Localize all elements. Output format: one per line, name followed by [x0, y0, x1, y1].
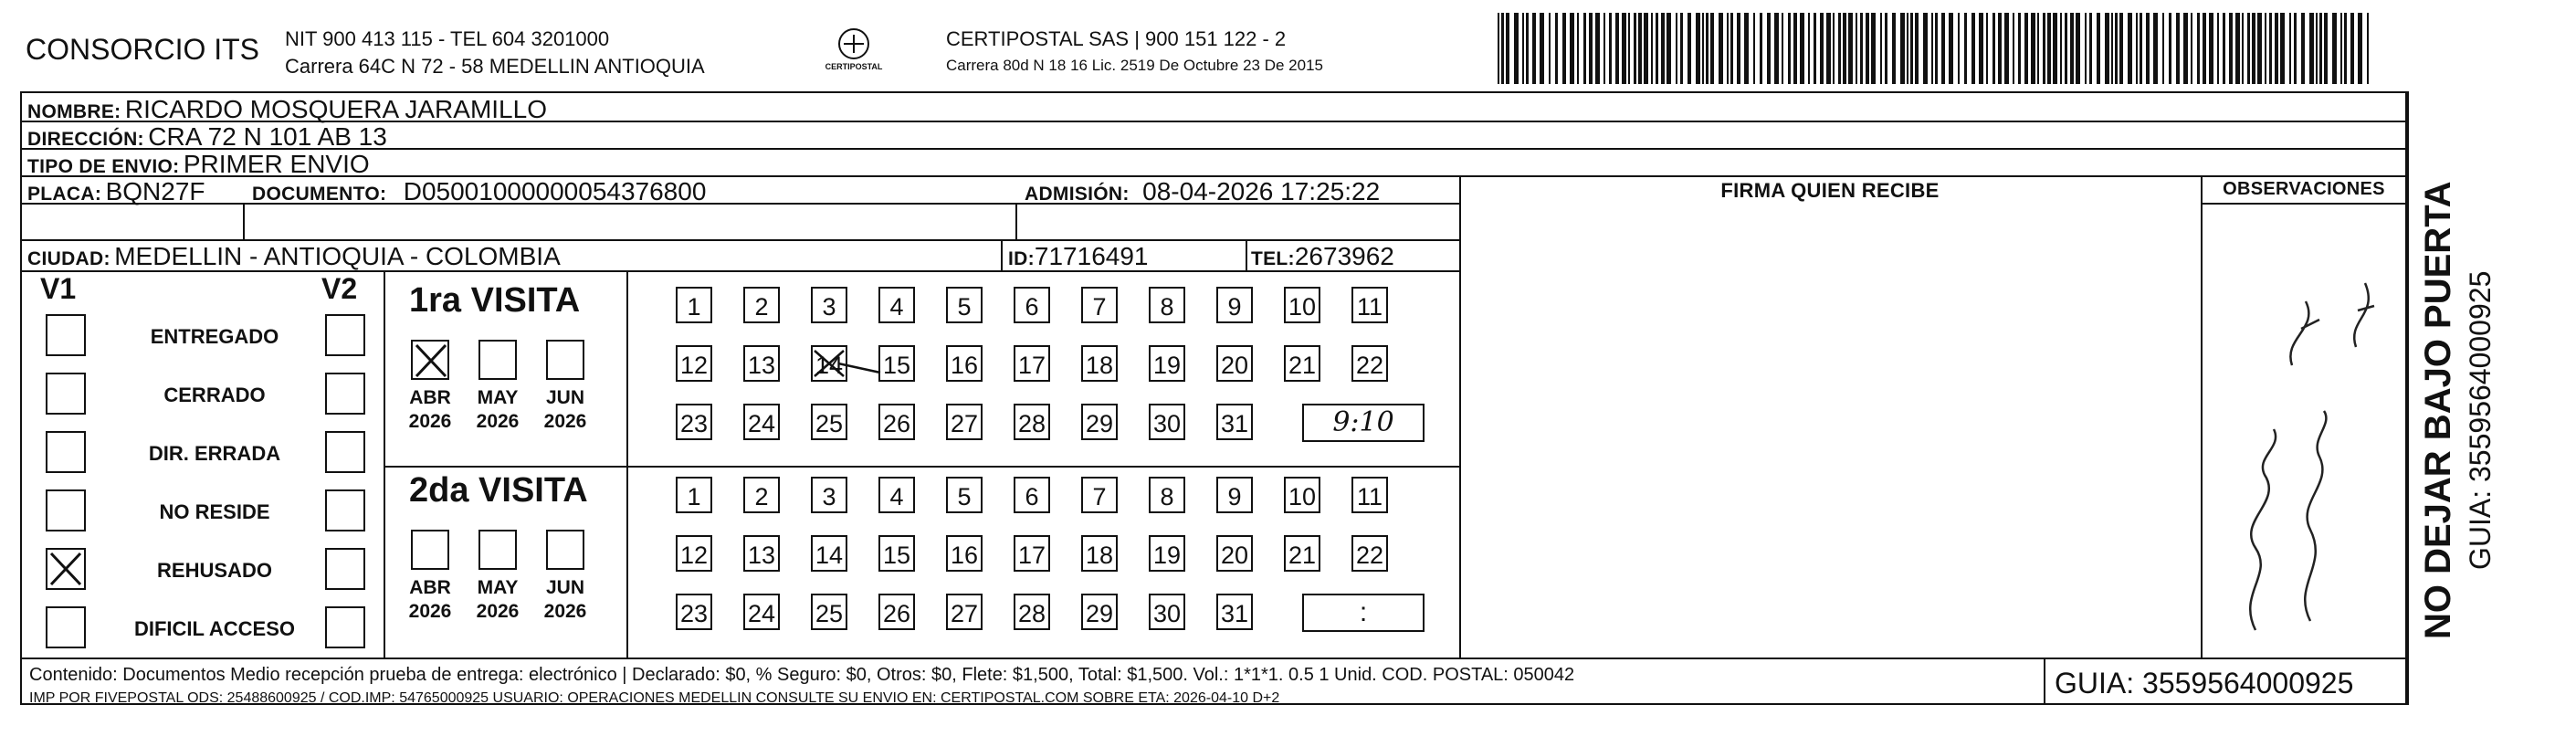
barcode-bar — [1753, 13, 1755, 84]
barcode-bar — [2223, 13, 2225, 84]
barcode-bar — [2209, 13, 2213, 84]
barcode-bar — [1860, 13, 1863, 84]
visit2-day-box[interactable]: 8 — [1149, 477, 1185, 513]
visit1-day-box[interactable]: 14 — [811, 345, 847, 382]
shipment-type: PRIMER ENVIO — [183, 150, 370, 178]
barcode-bar — [2162, 13, 2164, 84]
document-label: DOCUMENTO: — [252, 184, 387, 205]
visit2-day-box[interactable]: 29 — [1081, 594, 1118, 630]
barcode-bar — [2203, 13, 2206, 84]
visit1-day-box[interactable]: 12 — [676, 345, 712, 382]
barcode-bar — [1549, 13, 1551, 84]
visit1-month-checkbox[interactable] — [478, 340, 517, 380]
visit2-month-checkbox[interactable] — [546, 530, 584, 570]
barcode-bar — [2191, 13, 2192, 84]
admission-value: 08-04-2026 17:25:22 — [1142, 177, 1381, 205]
city-label: CIUDAD: — [27, 248, 110, 269]
barcode-bar — [1562, 13, 1566, 84]
barcode-bar — [2229, 13, 2233, 84]
company-address: Carrera 64C N 72 - 58 MEDELLIN ANTIOQUIA — [285, 55, 705, 78]
barcode-bar — [2275, 13, 2278, 84]
visit1-day-box[interactable]: 9 — [1216, 287, 1253, 323]
barcode-bar — [1788, 13, 1791, 84]
visit1-month-checkbox[interactable] — [411, 340, 449, 380]
city-value: MEDELLIN - ANTIOQUIA - COLOMBIA — [114, 242, 561, 270]
barcode-bar — [1814, 13, 1816, 84]
visit1-day-box[interactable]: 11 — [1351, 287, 1388, 323]
firma-label: FIRMA QUIEN RECIBE — [1720, 179, 1940, 202]
status-v2-checkbox[interactable] — [325, 314, 365, 356]
barcode-bar — [2235, 13, 2240, 84]
visit1-day-box[interactable]: 15 — [878, 345, 915, 382]
visit2-day-box[interactable]: 17 — [1014, 535, 1050, 572]
status-v1-checkbox[interactable] — [46, 548, 86, 590]
document-row — [252, 177, 706, 206]
barcode-bar — [1706, 13, 1709, 84]
barcode-bar — [2252, 13, 2255, 84]
barcode-bar — [1651, 13, 1653, 84]
barcode-bar — [2140, 13, 2142, 84]
barcode-bar — [2065, 13, 2067, 84]
barcode-bar — [1589, 13, 1593, 84]
barcode-bar — [2242, 13, 2244, 84]
barcode-bar — [1702, 13, 1704, 84]
barcode-bar — [1800, 13, 1804, 84]
side-guia-text: GUIA: 3559564000925 — [2464, 270, 2497, 570]
barcode-bar — [2037, 13, 2039, 84]
status-v2-checkbox[interactable] — [325, 489, 365, 531]
barcode-bar — [2031, 13, 2035, 84]
visit1-day-box[interactable]: 19 — [1149, 345, 1185, 382]
visit2-day-box[interactable]: 5 — [946, 477, 983, 513]
admission-row — [1025, 177, 1380, 206]
barcode-bar — [1979, 13, 1983, 84]
visit1-day-box[interactable]: 18 — [1081, 345, 1118, 382]
visit2-day-box[interactable]: 3 — [811, 477, 847, 513]
barcode-bar — [1609, 13, 1612, 84]
visit2-day-box[interactable]: 13 — [743, 535, 780, 572]
barcode-bar — [2097, 13, 2100, 84]
visit2-day-box[interactable]: 9 — [1216, 477, 1253, 513]
recipient-name: RICARDO MOSQUERA JARAMILLO — [124, 95, 547, 123]
barcode-bar — [1793, 13, 1797, 84]
barcode-bar — [1688, 13, 1691, 84]
barcode-bar — [1971, 13, 1975, 84]
visit2-time-box[interactable]: : — [1302, 594, 1425, 632]
visit1-day-box[interactable]: 25 — [811, 404, 847, 440]
barcode-bar — [2367, 13, 2369, 84]
admission-label: ADMISIÓN: — [1025, 184, 1130, 205]
type-row — [27, 150, 370, 179]
document-value: D05001000000054376800 — [403, 177, 707, 205]
tel-label: TEL: — [1251, 248, 1295, 269]
plate-value: BQN27F — [105, 177, 205, 205]
visit1-day-box[interactable]: 10 — [1284, 287, 1320, 323]
status-label: ENTREGADO — [150, 325, 279, 348]
visit2-day-box[interactable]: 28 — [1014, 594, 1050, 630]
barcode-bar — [2024, 13, 2028, 84]
barcode-bar — [1931, 13, 1933, 84]
barcode-bar — [1838, 13, 1841, 84]
visit1-day-box[interactable]: 7 — [1081, 287, 1118, 323]
status-label: CERRADO — [163, 384, 266, 406]
visit1-day-box[interactable]: 5 — [946, 287, 983, 323]
barcode-bar — [1719, 13, 1723, 84]
barcode-bar — [1808, 13, 1810, 84]
name-row — [27, 95, 547, 124]
visit1-day-box[interactable]: 3 — [811, 287, 847, 323]
visit2-day-box[interactable]: 15 — [878, 535, 915, 572]
barcode-bar — [1892, 13, 1896, 84]
barcode-bar — [1696, 13, 1700, 84]
barcode-bar — [2018, 13, 2021, 84]
x-mark-icon — [413, 342, 449, 380]
visit1-day-box[interactable]: 24 — [743, 404, 780, 440]
visit2-day-box[interactable]: 16 — [946, 535, 983, 572]
visit2-day-box[interactable]: 23 — [676, 594, 712, 630]
status-v1-checkbox[interactable] — [46, 489, 86, 531]
status-v1-checkbox[interactable] — [46, 373, 86, 415]
barcode-bar — [2257, 13, 2262, 84]
barcode-bar — [1710, 13, 1714, 84]
visit2-day-box[interactable]: 25 — [811, 594, 847, 630]
barcode-bar — [1727, 13, 1729, 84]
signature-scribble-icon — [2219, 228, 2383, 648]
barcode-icon — [1498, 13, 2374, 84]
barcode-bar — [1615, 13, 1619, 84]
visit1-month-year: 2026 — [543, 411, 587, 432]
barcode-bar — [2089, 13, 2092, 84]
barcode-bar — [2324, 13, 2328, 84]
barcode-bar — [1992, 13, 1995, 84]
barcode-bar — [2013, 13, 2014, 84]
barcode-bar — [1900, 13, 1905, 84]
address-label: DIRECCIÓN: — [27, 129, 144, 150]
barcode-bar — [2076, 13, 2080, 84]
visit2-day-box[interactable]: 12 — [676, 535, 712, 572]
handwritten-signature — [2219, 228, 2383, 648]
visit1-title: 1ra VISITA — [409, 281, 581, 320]
carrier-name: CERTIPOSTAL SAS | 900 151 122 - 2 — [946, 27, 1287, 50]
id-value: 71716491 — [1034, 242, 1149, 270]
barcode-bar — [1949, 13, 1953, 84]
barcode-bar — [2085, 13, 2087, 84]
barcode-bar — [1767, 13, 1771, 84]
status-v1-checkbox[interactable] — [46, 314, 86, 356]
status-v2-checkbox[interactable] — [325, 548, 365, 590]
barcode-bar — [1848, 13, 1853, 84]
barcode-bar — [1820, 13, 1824, 84]
city-row — [27, 242, 561, 271]
visit1-day-box[interactable]: 8 — [1149, 287, 1185, 323]
visit2-month-checkbox[interactable] — [478, 530, 517, 570]
visit1-month-label: JUN — [545, 387, 584, 408]
visit2-day-box[interactable]: 11 — [1351, 477, 1388, 513]
barcode-bar — [1555, 13, 1558, 84]
barcode-bar — [1661, 13, 1665, 84]
visit2-month-checkbox[interactable] — [411, 530, 449, 570]
barcode-bar — [1964, 13, 1967, 84]
visit2-day-box[interactable]: 21 — [1284, 535, 1320, 572]
barcode-bar — [1923, 13, 1928, 84]
barcode-bar — [1506, 13, 1509, 84]
barcode-bar — [2280, 13, 2285, 84]
barcode-bar — [1774, 13, 1779, 84]
barcode-bar — [2115, 13, 2118, 84]
barcode-bar — [2047, 13, 2051, 84]
type-label: TIPO DE ENVIO: — [27, 156, 180, 177]
barcode-bar — [2153, 13, 2158, 84]
visit2-day-box[interactable]: 2 — [743, 477, 780, 513]
status-v1-checkbox[interactable] — [46, 606, 86, 648]
visit2-day-box[interactable]: 26 — [878, 594, 915, 630]
barcode-bar — [2350, 13, 2354, 84]
v2-label: V2 — [321, 272, 358, 305]
visit1-day-box[interactable]: 13 — [743, 345, 780, 382]
visit2-day-box[interactable]: 6 — [1014, 477, 1050, 513]
visit1-day-box[interactable]: 4 — [878, 287, 915, 323]
visit1-month-label: MAY — [477, 387, 519, 408]
barcode-bar — [1935, 13, 1938, 84]
visit1-day-box[interactable]: 17 — [1014, 345, 1050, 382]
barcode-bar — [2176, 13, 2180, 84]
barcode-bar — [1676, 13, 1677, 84]
barcode-bar — [1866, 13, 1869, 84]
barcode-bar — [2105, 13, 2109, 84]
barcode-bar — [1986, 13, 1988, 84]
visit1-month-label: ABR — [409, 387, 451, 408]
barcode-bar — [1782, 13, 1783, 84]
tel-value: 2673962 — [1294, 242, 1394, 270]
barcode-bar — [1638, 13, 1642, 84]
observaciones-label: OBSERVACIONES — [2223, 179, 2385, 199]
barcode-bar — [2070, 13, 2074, 84]
barcode-bar — [2136, 13, 2138, 84]
visit1-day-box[interactable]: 28 — [1014, 404, 1050, 440]
barcode-bar — [1941, 13, 1945, 84]
visit1-day-box[interactable]: 27 — [946, 404, 983, 440]
barcode-bar — [1583, 13, 1586, 84]
barcode-bar — [1644, 13, 1648, 84]
visit1-day-box[interactable]: 6 — [1014, 287, 1050, 323]
barcode — [1498, 13, 2374, 84]
barcode-bar — [2217, 13, 2219, 84]
barcode-bar — [2358, 13, 2362, 84]
visit2-day-box[interactable]: 22 — [1351, 535, 1388, 572]
barcode-bar — [2183, 13, 2188, 84]
barcode-bar — [1871, 13, 1876, 84]
status-label: DIFICIL ACCESO — [133, 617, 295, 640]
barcode-bar — [2332, 13, 2337, 84]
visit1-day-box[interactable]: 29 — [1081, 404, 1118, 440]
barcode-bar — [1622, 13, 1626, 84]
barcode-bar — [1628, 13, 1630, 84]
barcode-bar — [1526, 13, 1529, 84]
visit2-day-box[interactable]: 10 — [1284, 477, 1320, 513]
name-label: NOMBRE: — [27, 101, 121, 122]
barcode-bar — [2128, 13, 2132, 84]
barcode-bar — [2247, 13, 2250, 84]
id-row — [1008, 242, 1148, 271]
company-name: CONSORCIO ITS — [26, 33, 260, 66]
status-v2-checkbox[interactable] — [325, 373, 365, 415]
visit2-month-year: 2026 — [543, 601, 587, 622]
barcode-bar — [1498, 13, 1499, 84]
visit1-time-box[interactable]: 9:10 — [1302, 404, 1425, 442]
visit1-day-box[interactable]: 20 — [1216, 345, 1253, 382]
visit2-month-year: 2026 — [476, 601, 520, 622]
barcode-bar — [2060, 13, 2062, 84]
company-nit: NIT 900 413 115 - TEL 604 3201000 — [285, 27, 610, 50]
barcode-bar — [1915, 13, 1919, 84]
barcode-bar — [2289, 13, 2291, 84]
barcode-bar — [2265, 13, 2266, 84]
barcode-bar — [1656, 13, 1658, 84]
visit2-month-label: ABR — [409, 577, 451, 598]
visit1-day-box[interactable]: 21 — [1284, 345, 1320, 382]
x-mark-icon — [47, 550, 84, 588]
address-row — [27, 122, 387, 152]
visit1-day-box[interactable]: 26 — [878, 404, 915, 440]
recipient-address: CRA 72 N 101 AB 13 — [148, 122, 387, 151]
tel-row — [1251, 242, 1394, 271]
logo-text: CERTIPOSTAL — [825, 62, 883, 71]
barcode-bar — [2146, 13, 2150, 84]
no-dejar-bajo-puerta: NO DEJAR BAJO PUERTA — [2418, 181, 2458, 639]
visit1-day-box[interactable]: 22 — [1351, 345, 1388, 382]
barcode-bar — [2294, 13, 2297, 84]
visit2-month-label: MAY — [477, 577, 519, 598]
visit2-day-box[interactable]: 31 — [1216, 594, 1253, 630]
barcode-bar — [1910, 13, 1913, 84]
barcode-bar — [1514, 13, 1519, 84]
barcode-bar — [1760, 13, 1762, 84]
visit2-day-box[interactable]: 20 — [1216, 535, 1253, 572]
imp-line: IMP POR FIVEPOSTAL ODS: 25488600925 / COD.IMP: 54765000925 USUARIO: OPERACIONES MEDELLIN CONSULTE SU ENVIO EN: CERTIPOSTAL.COM SOBRE ETA: 2026-04-10 D+2 — [29, 690, 1280, 706]
barcode-bar — [1570, 13, 1574, 84]
barcode-bar — [2344, 13, 2347, 84]
barcode-bar — [2319, 13, 2322, 84]
visit2-day-box[interactable]: 7 — [1081, 477, 1118, 513]
visit1-month-year: 2026 — [408, 411, 452, 432]
id-label: ID: — [1008, 248, 1035, 269]
barcode-bar — [1833, 13, 1835, 84]
visit2-day-box[interactable]: 18 — [1081, 535, 1118, 572]
barcode-bar — [1843, 13, 1846, 84]
status-v2-checkbox[interactable] — [325, 431, 365, 473]
barcode-bar — [2309, 13, 2314, 84]
side-guia — [2464, 95, 2500, 570]
barcode-bar — [1998, 13, 2002, 84]
barcode-bar — [1730, 13, 1733, 84]
visit1-day-box[interactable]: 31 — [1216, 404, 1253, 440]
content-line: Contenido: Documentos Medio recepción prueba de entrega: electrónico | Declarado: $0, % Seguro: $0, Otros: $0, Flete: $1,500, Total: $1,500. Vol.: 1*1*1. 0.5 1 Unid. COD. POSTAL: 050042 — [29, 665, 1575, 685]
barcode-bar — [2269, 13, 2272, 84]
barcode-bar — [1680, 13, 1683, 84]
barcode-bar — [1501, 13, 1504, 84]
v1-label: V1 — [40, 272, 77, 305]
visit2-day-box[interactable]: 19 — [1149, 535, 1185, 572]
visit2-day-box[interactable]: 1 — [676, 477, 712, 513]
status-label: NO RESIDE — [159, 500, 270, 523]
visit2-title: 2da VISITA — [409, 471, 588, 510]
visit1-day-box[interactable]: 2 — [743, 287, 780, 323]
certipostal-logo — [822, 24, 886, 79]
visit2-day-box[interactable]: 4 — [878, 477, 915, 513]
barcode-bar — [1532, 13, 1536, 84]
barcode-bar — [2119, 13, 2123, 84]
day-cross-mark-icon — [811, 345, 884, 382]
visit1-day-box[interactable]: 23 — [676, 404, 712, 440]
barcode-bar — [1634, 13, 1636, 84]
barcode-bar — [2301, 13, 2305, 84]
barcode-bar — [1907, 13, 1908, 84]
barcode-bar — [1856, 13, 1857, 84]
barcode-bar — [1540, 13, 1544, 84]
barcode-bar — [1826, 13, 1831, 84]
status-v1-checkbox[interactable] — [46, 431, 86, 473]
barcode-bar — [1737, 13, 1740, 84]
barcode-bar — [2316, 13, 2318, 84]
status-label: DIR. ERRADA — [148, 442, 281, 465]
visit1-month-year: 2026 — [476, 411, 520, 432]
visit2-month-label: JUN — [545, 577, 584, 598]
barcode-bar — [1577, 13, 1579, 84]
visit1-day-box[interactable]: 1 — [676, 287, 712, 323]
status-v2-checkbox[interactable] — [325, 606, 365, 648]
barcode-bar — [1880, 13, 1882, 84]
barcode-bar — [1522, 13, 1524, 84]
barcode-bar — [1595, 13, 1600, 84]
visit2-day-box[interactable]: 14 — [811, 535, 847, 572]
barcode-bar — [2043, 13, 2045, 84]
barcode-bar — [1744, 13, 1749, 84]
carrier-license: Carrera 80d N 18 16 Lic. 2519 De Octubre 23 De 2015 — [946, 57, 1323, 74]
barcode-bar — [2197, 13, 2200, 84]
visit2-month-year: 2026 — [408, 601, 452, 622]
visit1-day-box[interactable]: 16 — [946, 345, 983, 382]
barcode-bar — [1667, 13, 1671, 84]
visit2-day-box[interactable]: 30 — [1149, 594, 1185, 630]
barcode-bar — [1958, 13, 1960, 84]
barcode-bar — [1603, 13, 1605, 84]
barcode-bar — [2111, 13, 2113, 84]
barcode-bar — [2169, 13, 2171, 84]
barcode-bar — [2053, 13, 2057, 84]
plate-label: PLACA: — [27, 184, 102, 205]
visit2-day-box[interactable]: 27 — [946, 594, 983, 630]
footer-guia: GUIA: 3559564000925 — [2055, 667, 2354, 700]
visit2-day-box[interactable]: 24 — [743, 594, 780, 630]
plate-row — [27, 177, 205, 206]
status-label: REHUSADO — [157, 559, 272, 582]
visit1-day-box[interactable]: 30 — [1149, 404, 1185, 440]
barcode-bar — [1885, 13, 1887, 84]
barcode-bar — [2340, 13, 2342, 84]
barcode-bar — [2004, 13, 2009, 84]
visit1-month-checkbox[interactable] — [546, 340, 584, 380]
